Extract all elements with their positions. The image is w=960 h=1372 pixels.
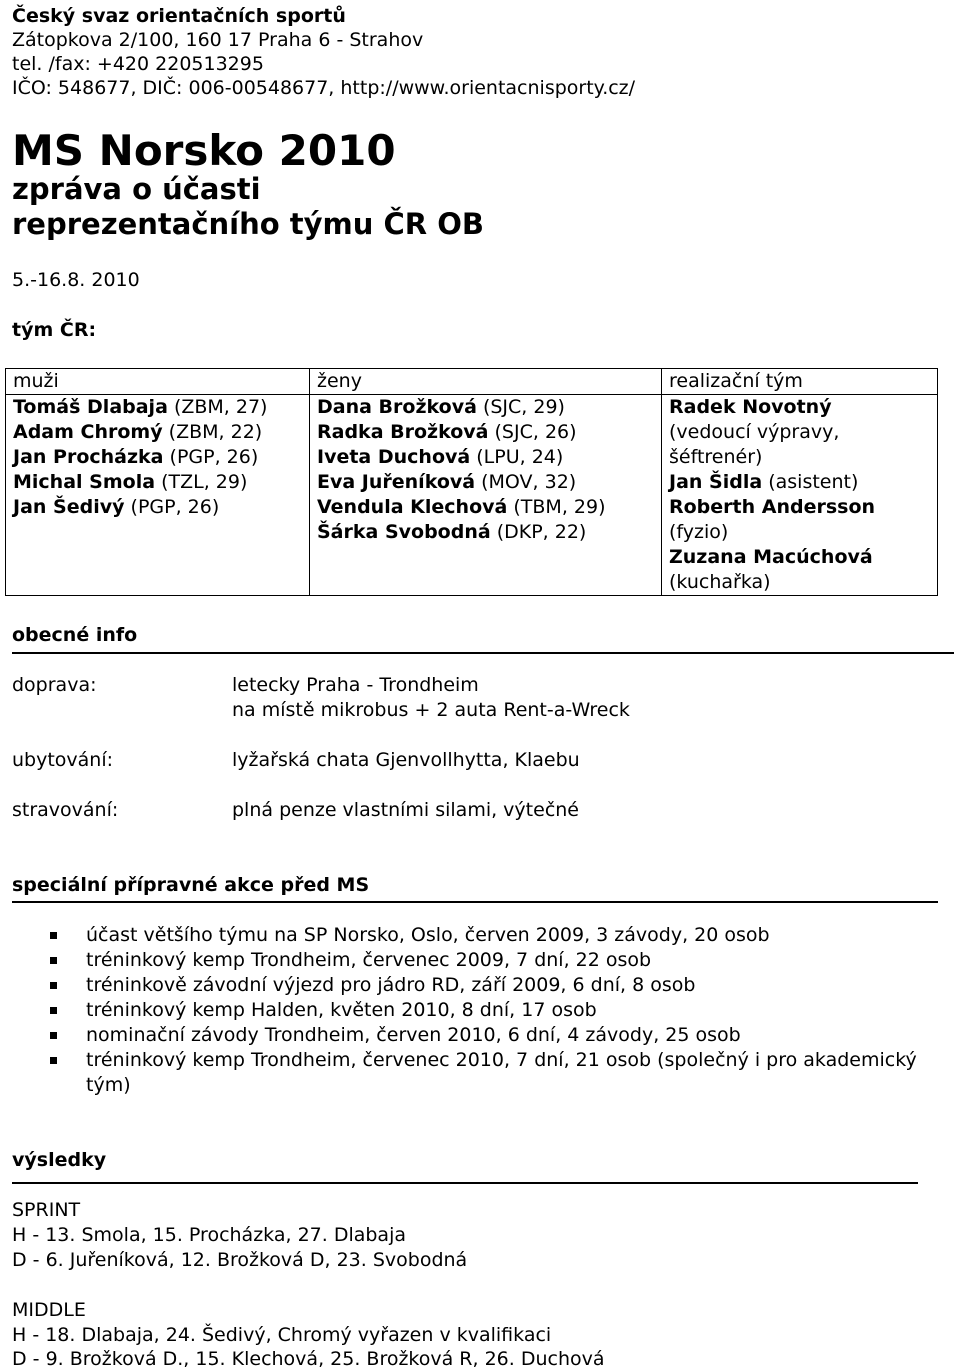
document-subtitle — [12, 172, 484, 242]
team-member — [13, 395, 309, 420]
men-column — [6, 395, 310, 596]
member-name: Jan Šedivý — [13, 496, 125, 518]
staff-member — [669, 470, 937, 495]
org-name: Český svaz orientačních sportů — [12, 5, 346, 27]
sprint-label: SPRINT — [12, 1199, 81, 1221]
subtitle-line-1: zpráva o účasti — [12, 172, 261, 206]
team-member — [13, 470, 309, 495]
list-item-text: účast většího týmu na SP Norsko, Oslo, červen 2009, 3 závody, 20 osob — [86, 924, 770, 946]
staff-role: (fyzio) — [669, 521, 729, 543]
section-divider — [12, 1182, 918, 1184]
team-member — [317, 420, 661, 445]
team-member — [317, 520, 661, 545]
transport-label: doprava: — [12, 674, 97, 696]
org-phone: tel. /fax: +420 220513295 — [12, 53, 264, 75]
prep-heading: speciální přípravné akce před MS — [12, 874, 370, 896]
list-item — [48, 923, 928, 948]
member-info: (PGP, 26) — [124, 496, 220, 518]
member-name: Iveta Duchová — [317, 446, 471, 468]
staff-name: Radek Novotný — [669, 396, 832, 418]
member-info: (ZBM, 22) — [162, 421, 263, 443]
team-heading: tým ČR: — [12, 319, 97, 341]
member-name: Dana Brožková — [317, 396, 477, 418]
member-info: (MOV, 32) — [475, 471, 577, 493]
women-column — [310, 395, 662, 596]
org-ids: IČO: 548677, DIČ: 006-00548677, http://www.orientacnisporty.cz/ — [12, 77, 636, 99]
staff-name: Jan Šidla — [669, 471, 763, 493]
org-address: Zátopkova 2/100, 160 17 Praha 6 - Strahov — [12, 29, 424, 51]
middle-women-results: D - 9. Brožková D., 15. Klechová, 25. Brožková R, 26. Duchová — [12, 1348, 605, 1370]
team-member — [317, 470, 661, 495]
org-header — [12, 4, 635, 100]
middle-men-results: H - 18. Dlabaja, 24. Šedivý, Chromý vyřazen v kvalifikaci — [12, 1324, 552, 1346]
transport-value-1: letecky Praha - Trondheim — [232, 674, 479, 696]
section-divider — [12, 901, 938, 903]
member-name: Šárka Svobodná — [317, 521, 491, 543]
member-info: (TBM, 29) — [507, 496, 606, 518]
team-member — [317, 445, 661, 470]
bullet-icon — [50, 1032, 57, 1039]
member-info: (TZL, 29) — [155, 471, 248, 493]
team-table — [5, 368, 938, 596]
header-men: muži — [6, 369, 310, 395]
general-info-heading: obecné info — [12, 624, 138, 646]
middle-label: MIDDLE — [12, 1299, 86, 1321]
food-label: stravování: — [12, 799, 119, 821]
member-name: Jan Procházka — [13, 446, 164, 468]
member-info: (SJC, 29) — [476, 396, 565, 418]
team-member — [13, 445, 309, 470]
list-item — [48, 948, 928, 973]
staff-column — [662, 395, 938, 596]
header-women: ženy — [310, 369, 662, 395]
header-staff: realizační tým — [662, 369, 938, 395]
list-item-text: tréninkový kemp Trondheim, červenec 2009, 7 dní, 22 osob — [86, 949, 652, 971]
list-item — [48, 998, 928, 1023]
bullet-icon — [50, 982, 57, 989]
bullet-icon — [50, 1007, 57, 1014]
list-item — [48, 1023, 928, 1048]
team-member — [13, 420, 309, 445]
team-member — [317, 395, 661, 420]
transport-value-2: na místě mikrobus + 2 auta Rent-a-Wreck — [232, 699, 630, 721]
list-item — [48, 1048, 928, 1098]
team-table-body — [6, 395, 938, 596]
member-name: Michal Smola — [13, 471, 156, 493]
member-name: Adam Chromý — [13, 421, 163, 443]
list-item-text: tréninkový kemp Halden, květen 2010, 8 dní, 17 osob — [86, 999, 597, 1021]
member-info: (ZBM, 27) — [167, 396, 268, 418]
staff-role: (vedoucí výpravy, — [669, 421, 840, 443]
staff-name: Roberth Andersson — [669, 496, 876, 518]
member-name: Eva Juřeníková — [317, 471, 476, 493]
bullet-icon — [50, 932, 57, 939]
member-name: Tomáš Dlabaja — [13, 396, 168, 418]
team-member — [13, 495, 309, 520]
bullet-icon — [50, 957, 57, 964]
accommodation-label: ubytování: — [12, 749, 114, 771]
section-divider — [12, 652, 954, 654]
member-info: (SJC, 26) — [488, 421, 577, 443]
member-name: Radka Brožková — [317, 421, 489, 443]
staff-role: šéftrenér) — [669, 446, 763, 468]
team-member — [317, 495, 661, 520]
member-info: (LPU, 24) — [470, 446, 564, 468]
team-table-header — [6, 369, 938, 395]
subtitle-line-2: reprezentačního týmu ČR OB — [12, 207, 484, 241]
member-info: (DKP, 22) — [490, 521, 587, 543]
member-info: (PGP, 26) — [163, 446, 259, 468]
event-dates: 5.-16.8. 2010 — [12, 269, 140, 291]
list-item-text: nominační závody Trondheim, červen 2010, 6 dní, 4 závody, 25 osob — [86, 1024, 741, 1046]
prep-list — [48, 923, 928, 1098]
staff-name: Zuzana Macúchová — [669, 546, 873, 568]
accommodation-value: lyžařská chata Gjenvollhytta, Klaebu — [232, 749, 580, 771]
staff-role: (kuchařka) — [669, 571, 771, 593]
food-value: plná penze vlastními silami, výtečné — [232, 799, 579, 821]
sprint-men-results: H - 13. Smola, 15. Procházka, 27. Dlabaja — [12, 1224, 406, 1246]
results-heading: výsledky — [12, 1149, 107, 1171]
list-item-text: tréninkově závodní výjezd pro jádro RD, září 2009, 6 dní, 8 osob — [86, 974, 696, 996]
sprint-women-results: D - 6. Juřeníková, 12. Brožková D, 23. Svobodná — [12, 1249, 468, 1271]
document-title: MS Norsko 2010 — [12, 126, 396, 175]
staff-role: (asistent) — [762, 471, 859, 493]
list-item — [48, 973, 928, 998]
member-name: Vendula Klechová — [317, 496, 508, 518]
list-item-text: tréninkový kemp Trondheim, červenec 2010, 7 dní, 21 osob (společný i pro akademický tým) — [86, 1049, 917, 1096]
bullet-icon — [50, 1057, 57, 1064]
